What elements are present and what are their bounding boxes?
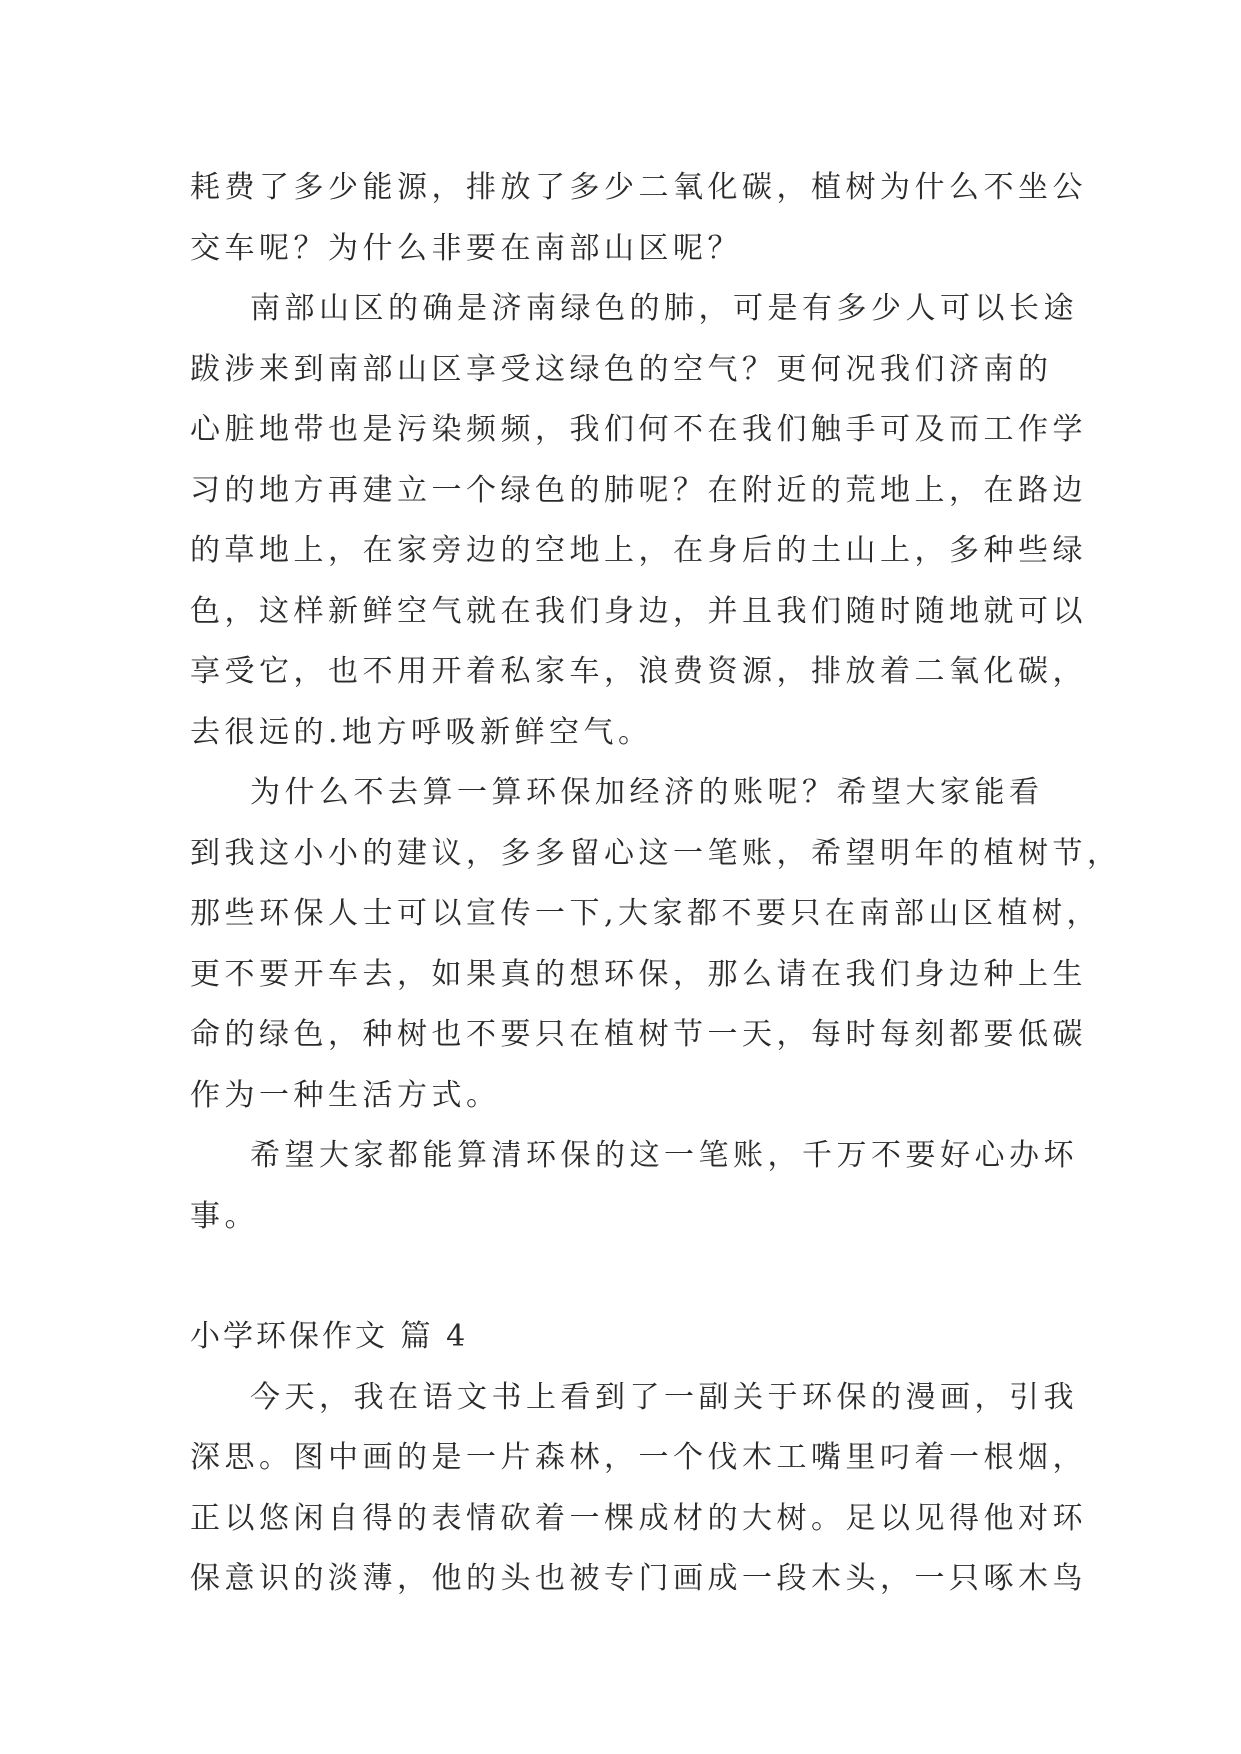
section-heading-text: 小学环保作文 篇 4 (190, 1319, 469, 1354)
text-line: 保意识的淡薄，他的头也被专门画成一段木头，一只啄木鸟 (190, 1561, 1087, 1596)
text-line: 色，这样新鲜空气就在我们身边，并且我们随时随地就可以 (190, 593, 1087, 629)
paragraph-2 (190, 279, 1087, 763)
essay-body (190, 158, 1122, 1610)
text-line: 习的地方再建立一个绿色的肺呢？在附近的荒地上，在路边 (190, 472, 1087, 508)
text-line: 今天，我在语文书上看到了一副关于环保的漫画，引我 (250, 1379, 1078, 1415)
text-line: 为什么不去算一算环保加经济的账呢？希望大家能看 (250, 775, 1044, 810)
paragraph-3 (190, 763, 1122, 1126)
text-line: 耗费了多少能源，排放了多少二氧化碳，植树为什么不坐公 (190, 170, 1087, 205)
text-line: 希望大家都能算清环保的这一笔账，千万不要好心办坏 (250, 1138, 1078, 1173)
text-line: 南部山区的确是济南绿色的肺，可是有多少人可以长途 (250, 291, 1078, 326)
text-line: 正以悠闲自得的表情砍着一棵成材的大树。足以见得他对环 (190, 1500, 1087, 1536)
text-line: 那些环保人士可以宣传一下,大家都不要只在南部山区植树， (190, 896, 1102, 931)
paragraph-4 (190, 1126, 1078, 1247)
text-line: 心脏地带也是污染频频，我们何不在我们触手可及而工作学 (190, 412, 1087, 447)
paragraph-1 (190, 158, 1087, 279)
text-line: 更不要开车去，如果真的想环保，那么请在我们身边种上生 (190, 956, 1087, 992)
text-line: 交车呢？为什么非要在南部山区呢？ (190, 230, 742, 266)
text-line: 作为一种生活方式。 (190, 1077, 501, 1113)
text-line: 事。 (190, 1198, 259, 1234)
text-line: 去很远的.地方呼吸新鲜空气。 (190, 714, 653, 750)
text-line: 的草地上，在家旁边的空地上，在身后的土山上，多种些绿 (190, 533, 1087, 568)
section-spacer (190, 1247, 1070, 1307)
text-line: 深思。图中画的是一片森林，一个伐木工嘴里叼着一根烟， (190, 1440, 1087, 1475)
text-line: 到我这小小的建议，多多留心这一笔账，希望明年的植树节， (190, 835, 1122, 871)
text-line: 跋涉来到南部山区享受这绿色的空气？更何况我们济南的 (190, 351, 1053, 387)
text-line: 命的绿色，种树也不要只在植树节一天，每时每刻都要低碳 (190, 1017, 1087, 1052)
section-heading (190, 1307, 1070, 1368)
text-line: 享受它，也不用开着私家车，浪费资源，排放着二氧化碳， (190, 654, 1087, 689)
paragraph-5 (190, 1368, 1087, 1610)
